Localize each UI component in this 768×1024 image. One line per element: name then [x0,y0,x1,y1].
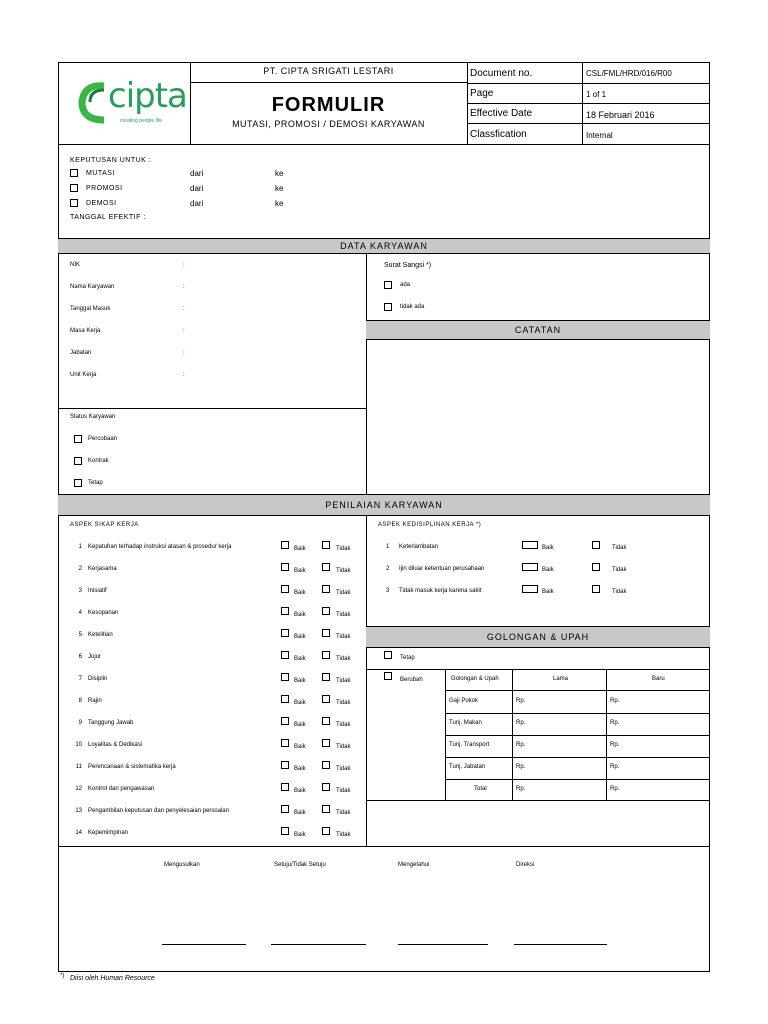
discipline-no: 2 [386,566,390,572]
meta-date-value: 18 Februari 2016 [586,110,655,120]
mutasi-label: MUTASI [86,170,115,177]
attitude-not-checkbox[interactable] [322,585,330,593]
attitude-label: Pengambilan keputusan dan penyelesaian persoalan [88,808,230,814]
attitude-good-label: Baik [294,810,306,816]
attitude-label: Tanggung Jawab [88,720,134,726]
discipline-not-checkbox[interactable] [592,585,600,593]
sig-line-director[interactable] [514,944,607,945]
mutasi-from: dari [190,169,204,178]
attitude-good-label: Baik [294,612,306,618]
attitude-label: Kesopanan [88,610,119,616]
attitude-label: Inisiatif [88,588,107,594]
attitude-not-checkbox[interactable] [322,827,330,835]
attitude-good-label: Baik [294,832,306,838]
salary-old-rp: Rp. [516,764,526,770]
attitude-good-label: Baik [294,788,306,794]
attitude-not-checkbox[interactable] [322,651,330,659]
salary-row-divider [445,757,710,758]
meta-class-label: Classfication [470,129,527,140]
employee-field-colon: : [183,262,185,268]
attitude-good-label: Baik [294,568,306,574]
discipline-good-checkbox[interactable] [522,585,538,593]
attitude-no: 13 [75,808,82,814]
footnote-mark: *) [60,973,65,979]
demosi-checkbox[interactable] [70,199,78,207]
salary-row-label: Tunj. Makan [449,720,482,726]
status-contract-checkbox[interactable] [74,457,82,465]
salary-new-rp: Rp. [610,698,620,704]
discipline-not-checkbox[interactable] [592,541,600,549]
attitude-good-checkbox[interactable] [281,739,289,747]
attitude-good-label: Baik [294,634,306,640]
attitude-good-label: Baik [294,744,306,750]
sanction-no-checkbox[interactable] [384,303,392,311]
effective-date-label: TANGGAL EFEKTIF : [70,214,146,221]
status-contract-label: Kontrak [88,458,109,464]
attitude-not-checkbox[interactable] [322,761,330,769]
attitude-good-label: Baik [294,656,306,662]
mutasi-to: ke [275,169,284,178]
attitude-not-label: Tidak [336,590,351,596]
attitude-good-checkbox[interactable] [281,651,289,659]
attitude-good-checkbox[interactable] [281,695,289,703]
discipline-good-label: Baik [542,567,554,573]
discipline-not-label: Tidak [612,589,627,595]
attitude-label: Disiplin [88,676,108,682]
employee-field-colon: : [183,328,185,334]
discipline-no: 1 [386,544,390,550]
salary-row-label: Total [474,786,487,792]
employee-field-label: Masa Kerja [70,328,101,334]
salary-new-head: Baru [652,676,665,682]
attitude-good-checkbox[interactable] [281,563,289,571]
attitude-no: 10 [75,742,82,748]
attitude-not-label: Tidak [336,788,351,794]
attitude-not-label: Tidak [336,810,351,816]
promosi-label: PROMOSI [86,185,123,192]
sanction-yes-label: ada [400,282,411,288]
promosi-checkbox[interactable] [70,184,78,192]
sig-acknowledge-label: Mengetahui [398,862,430,868]
employee-field-colon: : [183,284,185,290]
notes-band: CATATAN [366,320,710,340]
meta-doc-value: CSL/FML/HRD/016/R00 [586,69,672,78]
demosi-from: dari [190,199,204,208]
sanction-yes-checkbox[interactable] [384,281,392,289]
attitude-not-label: Tidak [336,722,351,728]
demosi-label: DEMOSI [86,200,117,207]
attitude-good-label: Baik [294,546,306,552]
attitude-not-checkbox[interactable] [322,783,330,791]
salary-row-divider [445,735,710,736]
logo-tagline: creating people life [120,118,162,124]
attitude-no: 3 [78,588,82,594]
discipline-no: 3 [386,588,390,594]
attitude-not-checkbox[interactable] [322,563,330,571]
attitude-label: Kepatuhan terhadap instruksi atasan & prosedur kerja [88,544,232,550]
attitude-no: 14 [75,830,82,836]
employee-field-label: NIK [70,262,81,268]
attitude-good-label: Baik [294,766,306,772]
employee-data-band: DATA KARYAWAN [58,238,710,254]
notes-area[interactable] [367,341,709,493]
demosi-to: ke [275,199,284,208]
attitude-no: 1 [78,544,82,550]
attitude-not-label: Tidak [336,634,351,640]
salary-old-rp: Rp. [516,786,526,792]
discipline-label: Tidak masuk kerja karena sakit [399,588,482,594]
salary-row-label: Tunj. Transport [449,742,490,748]
status-label: Status Karyawan [70,414,116,420]
attitude-not-checkbox[interactable] [322,629,330,637]
attitude-heading: ASPEK SIKAP KERJA [70,522,139,528]
discipline-label: Ijin diluar ketentuan perusahaan [399,566,485,572]
attitude-good-checkbox[interactable] [281,761,289,769]
salary-row-label: Gaji Pokok [449,698,479,704]
discipline-label: Keterlambatan [399,544,439,550]
attitude-good-label: Baik [294,678,306,684]
employee-field-colon: : [183,350,185,356]
attitude-label: Kerjasama [88,566,117,572]
salary-changed-label: Berubah [400,677,423,683]
attitude-not-checkbox[interactable] [322,673,330,681]
sig-line-acknowledge[interactable] [398,944,488,945]
attitude-not-label: Tidak [336,612,351,618]
promosi-from: dari [190,184,204,193]
attitude-good-checkbox[interactable] [281,783,289,791]
meta-doc-label: Document no. [470,68,533,79]
salary-new-rp: Rp. [610,764,620,770]
sanction-label: Surat Sangsi *) [384,262,432,269]
discipline-not-checkbox[interactable] [592,563,600,571]
discipline-good-label: Baik [542,545,554,551]
attitude-label: Jujur [88,654,102,660]
salary-new-rp: Rp. [610,786,620,792]
status-permanent-label: Tetap [88,480,103,486]
meta-page-label: Page [470,88,494,99]
employee-field-label: Nama Karyawan [70,284,115,290]
discipline-not-label: Tidak [612,567,627,573]
logo-text: cipta [108,76,187,116]
attitude-good-checkbox[interactable] [281,717,289,725]
sig-approve-label: Setuju/Tidak Setuju [274,862,326,868]
attitude-label: Kontrol dan pengawasan [88,786,155,792]
attitude-good-label: Baik [294,590,306,596]
salary-old-rp: Rp. [516,742,526,748]
attitude-label: Rajin [88,698,102,704]
company-logo [70,72,187,132]
attitude-label: Kepemimpinan [88,830,129,836]
meta-page-value: 1 of 1 [586,90,607,99]
sanction-no-label: tidak ada [400,304,425,310]
meta-date-label: Effective Date [470,108,533,119]
attitude-not-checkbox[interactable] [322,739,330,747]
attitude-not-label: Tidak [336,744,351,750]
form-subtitle: MUTASI, PROMOSI / DEMOSI KARYAWAN [232,119,425,129]
attitude-label: Loyalitas & Dedikasi [88,742,143,748]
attitude-label: Perencanaan & sistematika kerja [88,764,176,770]
salary-row-divider [445,713,710,714]
mutasi-checkbox[interactable] [70,169,78,177]
salary-old-rp: Rp. [516,698,526,704]
sig-line-approve[interactable] [271,944,366,945]
salary-new-rp: Rp. [610,742,620,748]
discipline-heading: ASPEK KEDISIPLINAN KERJA *) [378,522,482,528]
discipline-not-label: Tidak [612,545,627,551]
status-permanent-checkbox[interactable] [74,479,82,487]
attitude-no: 6 [78,654,82,660]
attitude-not-checkbox[interactable] [322,805,330,813]
form-frame [58,62,710,972]
form-title: FORMULIR [271,94,386,116]
attitude-no: 9 [78,720,82,726]
attitude-no: 12 [75,786,82,792]
footnote-text: Diisi oleh Human Resource [70,975,155,982]
employee-field-label: Unit Kerja [70,372,97,378]
attitude-not-label: Tidak [336,678,351,684]
attitude-good-label: Baik [294,722,306,728]
discipline-good-checkbox[interactable] [522,541,538,549]
attitude-good-label: Baik [294,700,306,706]
attitude-not-label: Tidak [336,832,351,838]
sig-line-propose[interactable] [162,944,246,945]
employee-field-label: Tanggal Masuk [70,306,111,312]
discipline-good-label: Baik [542,589,554,595]
attitude-good-checkbox[interactable] [281,673,289,681]
status-probation-checkbox[interactable] [74,435,82,443]
employee-field-colon: : [183,372,185,378]
salary-old-rp: Rp. [516,720,526,726]
attitude-good-checkbox[interactable] [281,805,289,813]
attitude-good-checkbox[interactable] [281,827,289,835]
attitude-not-checkbox[interactable] [322,717,330,725]
attitude-not-label: Tidak [336,568,351,574]
employee-field-label: Jabatan [70,350,92,356]
attitude-good-checkbox[interactable] [281,607,289,615]
employee-field-colon: : [183,306,185,312]
attitude-not-label: Tidak [336,656,351,662]
promosi-to: ke [275,184,284,193]
decision-heading: KEPUTUSAN UNTUK : [70,157,152,164]
attitude-no: 7 [78,676,82,682]
attitude-not-label: Tidak [336,700,351,706]
attitude-no: 2 [78,566,82,572]
attitude-no: 5 [78,632,82,638]
attitude-not-checkbox[interactable] [322,607,330,615]
salary-col-head: Golongan & Upah [451,676,499,682]
attitude-not-checkbox[interactable] [322,541,330,549]
sig-propose-label: Mengusulkan [164,862,200,868]
attitude-good-checkbox[interactable] [281,629,289,637]
attitude-no: 8 [78,698,82,704]
salary-changed-checkbox[interactable] [384,672,392,680]
attitude-no: 11 [75,764,82,770]
salary-fixed-checkbox[interactable] [384,651,392,659]
attitude-not-checkbox[interactable] [322,695,330,703]
attitude-not-label: Tidak [336,546,351,552]
attitude-good-checkbox[interactable] [281,585,289,593]
salary-fixed-label: Tetap [400,655,415,661]
company-name: PT. CIPTA SRIGATI LESTARI [263,66,394,76]
salary-new-rp: Rp. [610,720,620,726]
salary-row-divider [445,779,710,780]
attitude-no: 4 [78,610,82,616]
meta-class-value: Internal [586,131,613,140]
assessment-band: PENILAIAN KARYAWAN [58,494,710,516]
status-probation-label: Percobaan [88,436,118,442]
attitude-label: Ketelitian [88,632,113,638]
attitude-good-checkbox[interactable] [281,541,289,549]
salary-row-label: Tunj. Jabatan [449,764,486,770]
discipline-good-checkbox[interactable] [522,563,538,571]
salary-old-head: Lama [553,676,569,682]
attitude-not-label: Tidak [336,766,351,772]
salary-band: GOLONGAN & UPAH [366,626,710,648]
sig-director-label: Direksi [516,862,535,868]
